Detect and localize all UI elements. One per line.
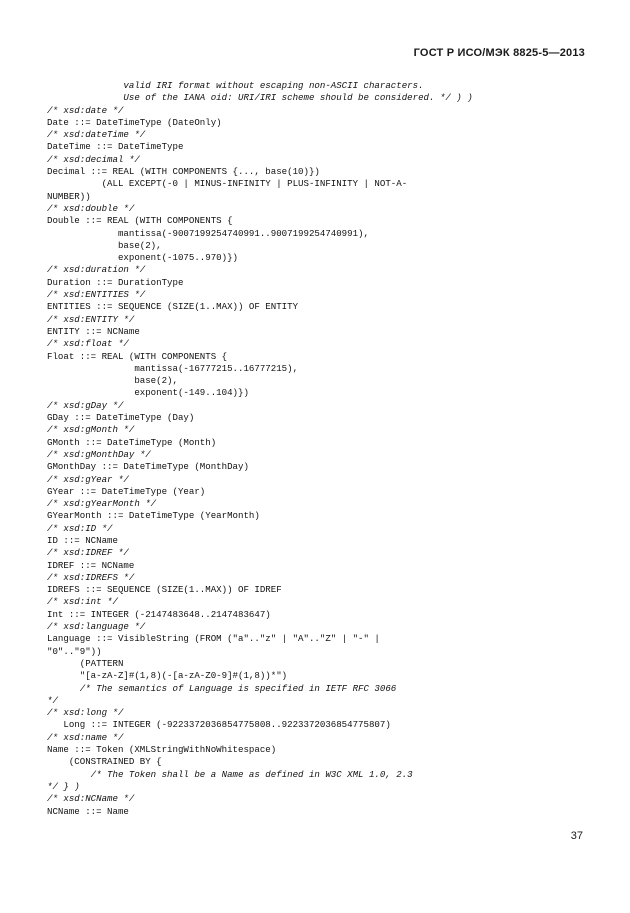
code-line: (ALL EXCEPT(-0 | MINUS-INFINITY | PLUS-INFINITY | NOT-A- xyxy=(47,178,408,190)
code-line: GYearMonth ::= DateTimeType (YearMonth) xyxy=(47,510,260,522)
code-comment-line: /* xsd:decimal */ xyxy=(47,153,140,165)
code-comment-line: /* xsd:language */ xyxy=(47,621,146,633)
code-line: IDREFS ::= SEQUENCE (SIZE(1..MAX)) OF IDREF xyxy=(47,584,282,596)
code-line: (CONSTRAINED BY { xyxy=(47,756,162,768)
code-line: Float ::= REAL (WITH COMPONENTS { xyxy=(47,350,228,362)
code-line: IDREF ::= NCName xyxy=(47,559,135,571)
code-line: mantissa(-16777215..16777215), xyxy=(47,362,299,374)
code-line: GYear ::= DateTimeType (Year) xyxy=(47,485,206,497)
code-line: mantissa(-9007199254740991..9007199254740991), xyxy=(47,227,369,239)
code-comment-line: /* xsd:gMonthDay */ xyxy=(47,448,151,460)
code-line: Decimal ::= REAL (WITH COMPONENTS {..., base(10)}) xyxy=(47,166,320,178)
code-line: Duration ::= DurationType xyxy=(47,276,184,288)
code-comment-line: /* The semantics of Language is specified in IETF RFC 3066 xyxy=(47,682,397,694)
code-comment-line: /* xsd:IDREF */ xyxy=(47,547,129,559)
code-line: Language ::= VisibleString (FROM ("a".."z" | "A".."Z" | "-" | xyxy=(47,633,380,645)
code-line: ENTITY ::= NCName xyxy=(47,325,140,337)
code-line: ENTITIES ::= SEQUENCE (SIZE(1..MAX)) OF ENTITY xyxy=(47,301,299,313)
code-line: GMonth ::= DateTimeType (Month) xyxy=(47,436,217,448)
code-comment-line: /* xsd:ENTITY */ xyxy=(47,313,135,325)
code-comment-line: /* xsd:ID */ xyxy=(47,522,113,534)
code-line: exponent(-149..104)}) xyxy=(47,387,249,399)
code-line: base(2), xyxy=(47,375,178,387)
code-comment-line: /* The Token shall be a Name as defined in W3C XML 1.0, 2.3 xyxy=(47,768,413,780)
code-line: exponent(-1075..970)}) xyxy=(47,252,238,264)
code-comment-line: /* xsd:name */ xyxy=(47,731,124,743)
code-line: Long ::= INTEGER (-9223372036854775808..9223372036854775807) xyxy=(47,719,391,731)
code-line: Date ::= DateTimeType (DateOnly) xyxy=(47,116,222,128)
code-comment-line: */ xyxy=(47,694,58,706)
code-line: NUMBER)) xyxy=(47,190,91,202)
code-line: base(2), xyxy=(47,239,162,251)
code-comment-line: /* xsd:gDay */ xyxy=(47,399,124,411)
code-comment-line: /* xsd:date */ xyxy=(47,104,124,116)
code-listing xyxy=(47,80,597,818)
page-number: 37 xyxy=(570,830,583,842)
code-line: GDay ::= DateTimeType (Day) xyxy=(47,412,195,424)
code-line: GMonthDay ::= DateTimeType (MonthDay) xyxy=(47,461,249,473)
code-comment-line: /* xsd:NCName */ xyxy=(47,793,135,805)
code-comment-line: /* xsd:long */ xyxy=(47,707,124,719)
code-line: Int ::= INTEGER (-2147483648..2147483647) xyxy=(47,608,271,620)
code-line: ID ::= NCName xyxy=(47,534,118,546)
code-line: "0".."9")) xyxy=(47,645,102,657)
code-line: "[a-zA-Z]#(1,8)(-[a-zA-Z0-9]#(1,8))*") xyxy=(47,670,288,682)
code-comment-line: valid IRI format without escaping non-ASCII characters. xyxy=(47,80,424,91)
document-header: ГОСТ Р ИСО/МЭК 8825-5—2013 xyxy=(413,47,585,59)
code-comment-line: /* xsd:float */ xyxy=(47,338,129,350)
code-comment-line: /* xsd:gYear */ xyxy=(47,473,129,485)
code-comment-line: /* xsd:gMonth */ xyxy=(47,424,135,436)
code-comment-line: /* xsd:ENTITIES */ xyxy=(47,289,146,301)
code-line: (PATTERN xyxy=(47,657,124,669)
code-comment-line: /* xsd:dateTime */ xyxy=(47,129,146,141)
code-comment-line: /* xsd:IDREFS */ xyxy=(47,571,135,583)
code-line: Name ::= Token (XMLStringWithNoWhitespace) xyxy=(47,744,277,756)
code-line: NCName ::= Name xyxy=(47,805,129,817)
code-line: DateTime ::= DateTimeType xyxy=(47,141,184,153)
code-comment-line: /* xsd:duration */ xyxy=(47,264,146,276)
code-comment-line: /* xsd:double */ xyxy=(47,202,135,214)
code-comment-line: Use of the IANA oid: URI/IRI scheme should be considered. */ ) ) xyxy=(47,92,473,104)
code-line: Double ::= REAL (WITH COMPONENTS { xyxy=(47,215,233,227)
code-comment-line: */ } ) xyxy=(47,780,80,792)
code-comment-line: /* xsd:gYearMonth */ xyxy=(47,498,157,510)
code-comment-line: /* xsd:int */ xyxy=(47,596,118,608)
